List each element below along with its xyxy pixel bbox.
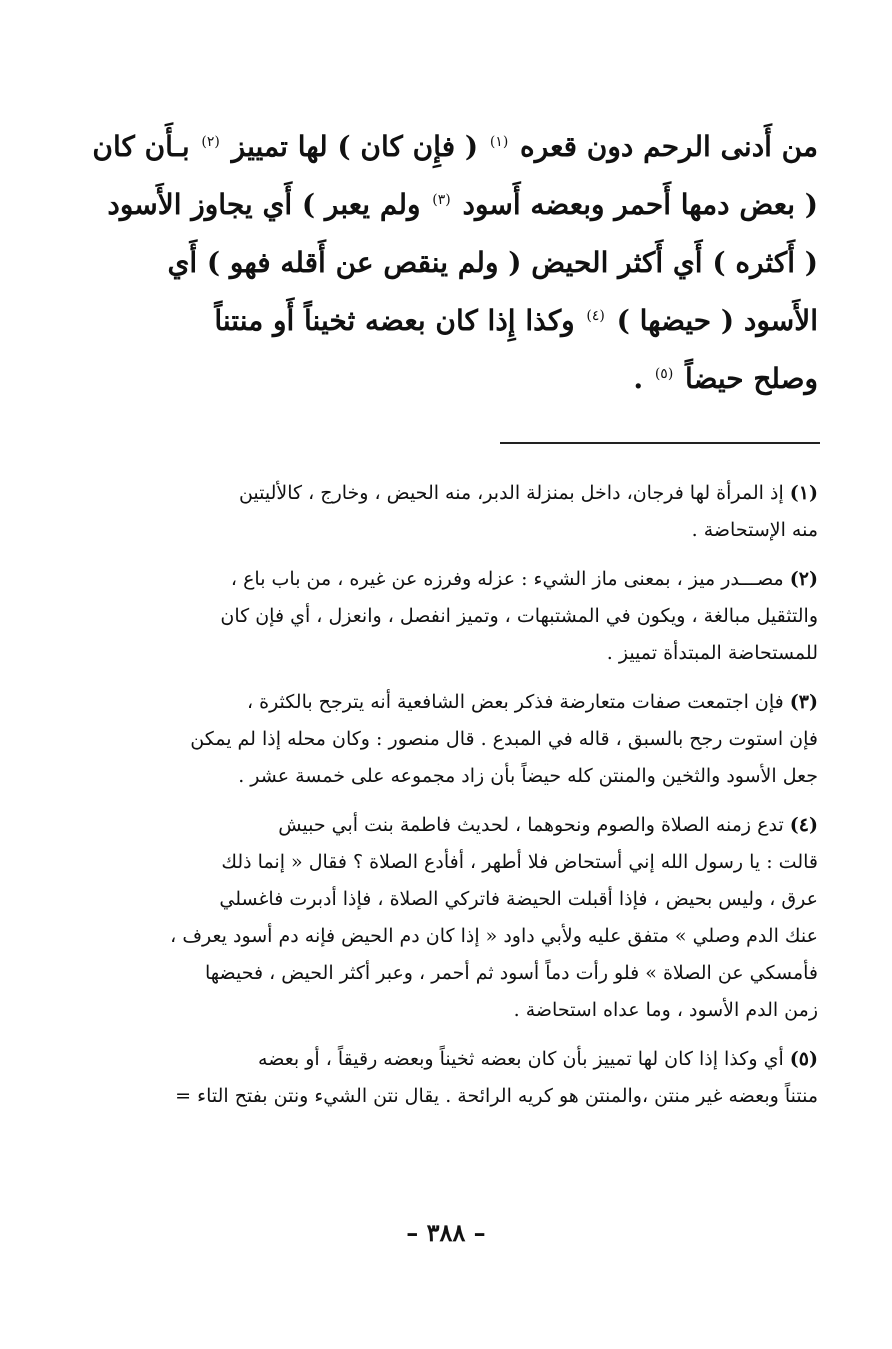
footnote-text: مصـــدر ميز ، بمعنى ماز الشيء : عزله وفرزه عن غيره ، من باب باع ، bbox=[230, 568, 784, 590]
footnote-3 bbox=[80, 684, 818, 795]
main-text-segment: ( فإِن كان ) لها تمييز bbox=[231, 130, 479, 163]
footnote-ref: (٣) bbox=[432, 191, 451, 208]
main-text-segment: من أَدنى الرحم دون قعره bbox=[520, 130, 818, 163]
footnote-line bbox=[80, 684, 818, 721]
main-line bbox=[80, 118, 818, 176]
footnote-line: فأمسكي عن الصلاة » فلو رأت دماً أسود ثم أحمر ، وعبر أكثر الحيض ، فحيضها bbox=[204, 962, 818, 984]
footnote-text: أي وكذا إذا كان لها تمييز بأن كان بعضه ثخيناً وبعضه رقيقاً ، أو بعضه bbox=[258, 1048, 784, 1070]
footnote-line: جعل الأسود والثخين والمنتن كله حيضاً بأن زاد مجموعه على خمسة عشر . bbox=[238, 765, 818, 787]
main-text-segment: ( بعض دمها أَحمر وبعضه أَسود bbox=[462, 188, 818, 221]
footnote-ref: (٥) bbox=[654, 365, 674, 382]
footnote-5 bbox=[80, 1041, 818, 1115]
footnote-separator bbox=[500, 442, 820, 444]
footnote-line: عنك الدم وصلي » متفق عليه ولأبي داود « إذا كان دم الحيض فإنه دم أسود يعرف ، bbox=[170, 925, 818, 947]
footnote-line bbox=[80, 807, 818, 844]
footnote-ref: (٢) bbox=[201, 133, 220, 150]
main-text-segment: ( أَكثره ) أَي أَكثر الحيض ( ولم ينقص عن أَقله فهو ) أَي bbox=[167, 246, 818, 279]
footnote-text: إذ المرأة لها فرجان، داخل بمنزلة الدبر، منه الحيض ، وخارج ، كالأليتين bbox=[238, 482, 784, 504]
footnotes-block bbox=[80, 475, 818, 1127]
footnote-line: للمستحاضة المبتدأة تمييز . bbox=[606, 642, 818, 664]
main-text-segment: ولم يعبر ) أَي يجاوز الأَسود bbox=[107, 188, 421, 221]
footnote-text: تدع زمنه الصلاة والصوم ونحوهما ، لحديث فاطمة بنت أبي حبيش bbox=[278, 814, 784, 836]
footnote-text: فإن اجتمعت صفات متعارضة فذكر بعض الشافعية أنه يترجح بالكثرة ، bbox=[246, 691, 784, 713]
footnote-line: قالت : يا رسول الله إني أستحاض فلا أطهر ، أفأدع الصلاة ؟ فقال « إنما ذلك bbox=[221, 851, 818, 873]
main-text-segment: بـأَن كان bbox=[92, 130, 190, 163]
footnote-ref: (١) bbox=[489, 133, 509, 150]
footnote-4 bbox=[80, 807, 818, 1029]
main-text-segment: . bbox=[633, 362, 644, 395]
main-text-block bbox=[80, 118, 818, 408]
main-line bbox=[80, 292, 818, 350]
footnote-line bbox=[80, 561, 818, 598]
footnote-line bbox=[80, 475, 818, 512]
footnote-line: والتثقيل مبالغة ، ويكون في المشتبهات ، وتميز انفصل ، وانعزل ، أي فإن كان bbox=[220, 605, 818, 627]
footnote-ref: (٤) bbox=[586, 307, 605, 324]
footnote-number: (٥) bbox=[789, 1048, 818, 1070]
footnote-line: عرق ، وليس بحيض ، فإذا أقبلت الحيضة فاتركي الصلاة ، فإذا أدبرت فاغسلي bbox=[219, 888, 818, 910]
main-paragraph bbox=[80, 118, 818, 408]
footnote-line: فإن استوت رجح بالسبق ، قاله في المبدع . قال منصور : وكان محله إذا لم يمكن bbox=[190, 728, 818, 750]
footnote-number: (٤) bbox=[789, 814, 818, 836]
page-number: – ٣٨٨ – bbox=[406, 1218, 486, 1247]
main-text-segment: وصلح حيضاً bbox=[685, 362, 818, 395]
main-text-segment: الأَسود ( حيضها ) bbox=[616, 304, 818, 337]
footnote-2 bbox=[80, 561, 818, 672]
footnote-line: منتناً وبعضه غير منتن ،والمنتن هو كريه الرائحة . يقال نتن الشيء ونتن بفتح التاء = bbox=[175, 1085, 818, 1107]
footnote-1 bbox=[80, 475, 818, 549]
footnote-number: (٣) bbox=[789, 691, 818, 713]
footnote-line: منه الإستحاضة . bbox=[691, 519, 818, 541]
footnote-number: (١) bbox=[789, 482, 818, 504]
main-line bbox=[80, 234, 818, 292]
main-text-segment: وكذا إِذا كان بعضه ثخيناً أَو منتناً bbox=[214, 304, 575, 337]
footnote-number: (٢) bbox=[789, 568, 818, 590]
main-line bbox=[80, 350, 818, 408]
footnote-line bbox=[80, 1041, 818, 1078]
main-line bbox=[80, 176, 818, 234]
footnote-line: زمن الدم الأسود ، وما عداه استحاضة . bbox=[513, 999, 818, 1021]
